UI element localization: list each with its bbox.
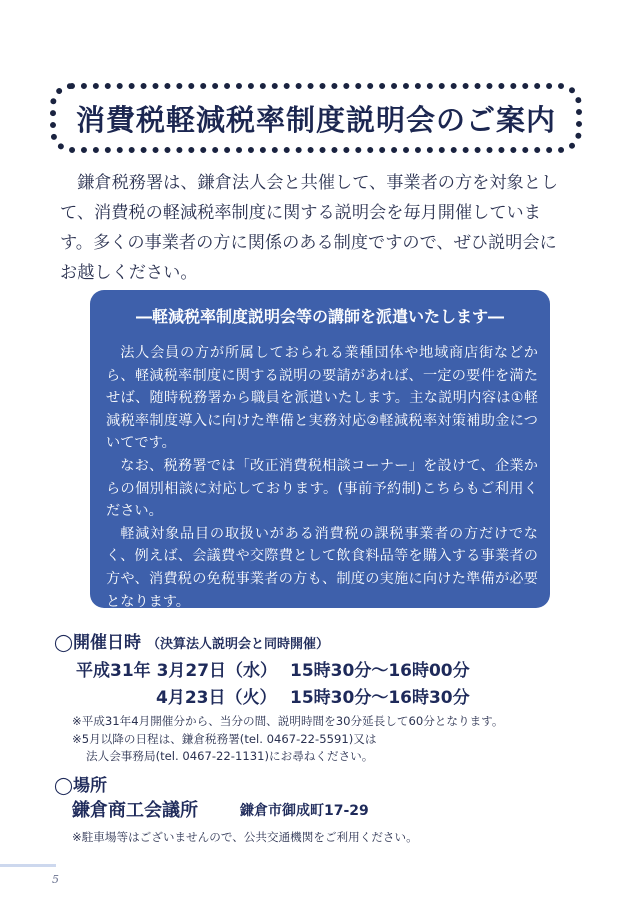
- schedule-date-row: [76, 656, 277, 681]
- schedule-date: 4月23日（火）: [156, 688, 277, 708]
- lecturer-paragraph: なお、税務署では「改正消費税相談コーナー」を設けて、企業からの個別相談に対応しております。(事前予約制)こちらもご利用ください。: [106, 457, 538, 520]
- lecturer-paragraph: 法人会員の方が所属しておられる業種団体や地域商店街などから、軽減税率制度に関する説明の要請があれば、一定の要件を満たせば、随時税務署から職員を派遣いたします。主な説明内容は①軽減税率制度導入に向けた準備と実務対応②軽減税率対策補助金についてです。: [106, 345, 538, 452]
- intro-paragraph: 鎌倉税務署は、鎌倉法人会と共催して、事業者の方を対象として、消費税の軽減税率制度に関する説明会を毎月開催しています。多くの事業者の方に関係のある制度ですので、ぜひ説明会にお越しください。: [60, 173, 559, 283]
- schedule-time-row: [290, 683, 470, 708]
- schedule-heading-label: ◯開催日時: [54, 633, 142, 653]
- page-number: 5: [52, 873, 59, 886]
- title-box: [50, 83, 582, 153]
- schedule-heading: [54, 628, 329, 653]
- venue-name: 鎌倉商工会議所: [72, 800, 198, 821]
- page-title: 消費税軽減税率制度説明会のご案内: [75, 102, 556, 137]
- schedule-date: 平成31年 3月27日（水）: [76, 661, 278, 681]
- schedule-note: ※平成31年4月開催分から、当分の間、説明時間を30分延長して60分となります。: [72, 714, 504, 728]
- schedule-time: 15時30分～16時30分: [290, 688, 470, 708]
- venue-note: ※駐車場等はございませんので、公共交通機関をご利用ください。: [72, 830, 418, 844]
- venue-address: 鎌倉市御成町17-29: [240, 803, 369, 819]
- schedule-note: ※5月以降の日程は、鎌倉税務署(tel. 0467-22-5591)又は: [72, 732, 377, 746]
- schedule-date-row: [156, 683, 277, 708]
- venue-heading: ◯場所: [54, 776, 108, 796]
- page-bar: [0, 864, 56, 867]
- schedule-heading-note: （決算法人説明会と同時開催）: [146, 637, 329, 652]
- schedule-time-row: [290, 656, 470, 681]
- lecturer-info-box: [90, 290, 550, 608]
- lecturer-box-body: [106, 342, 538, 613]
- lecturer-box-title: ―軽減税率制度説明会等の講師を派遣いたします―: [135, 307, 504, 326]
- lecturer-paragraph: 軽減対象品目の取扱いがある消費税の課税事業者の方だけでなく、例えば、会議費や交際費として飲食料品等を購入する事業者の方や、消費税の免税事業者の方も、制度の実施に向けた準備が必要となります。: [106, 525, 538, 610]
- schedule-time: 15時30分～16時00分: [290, 661, 470, 681]
- schedule-note: 法人会事務局(tel. 0467-22-1131)にお尋ねください。: [86, 749, 374, 763]
